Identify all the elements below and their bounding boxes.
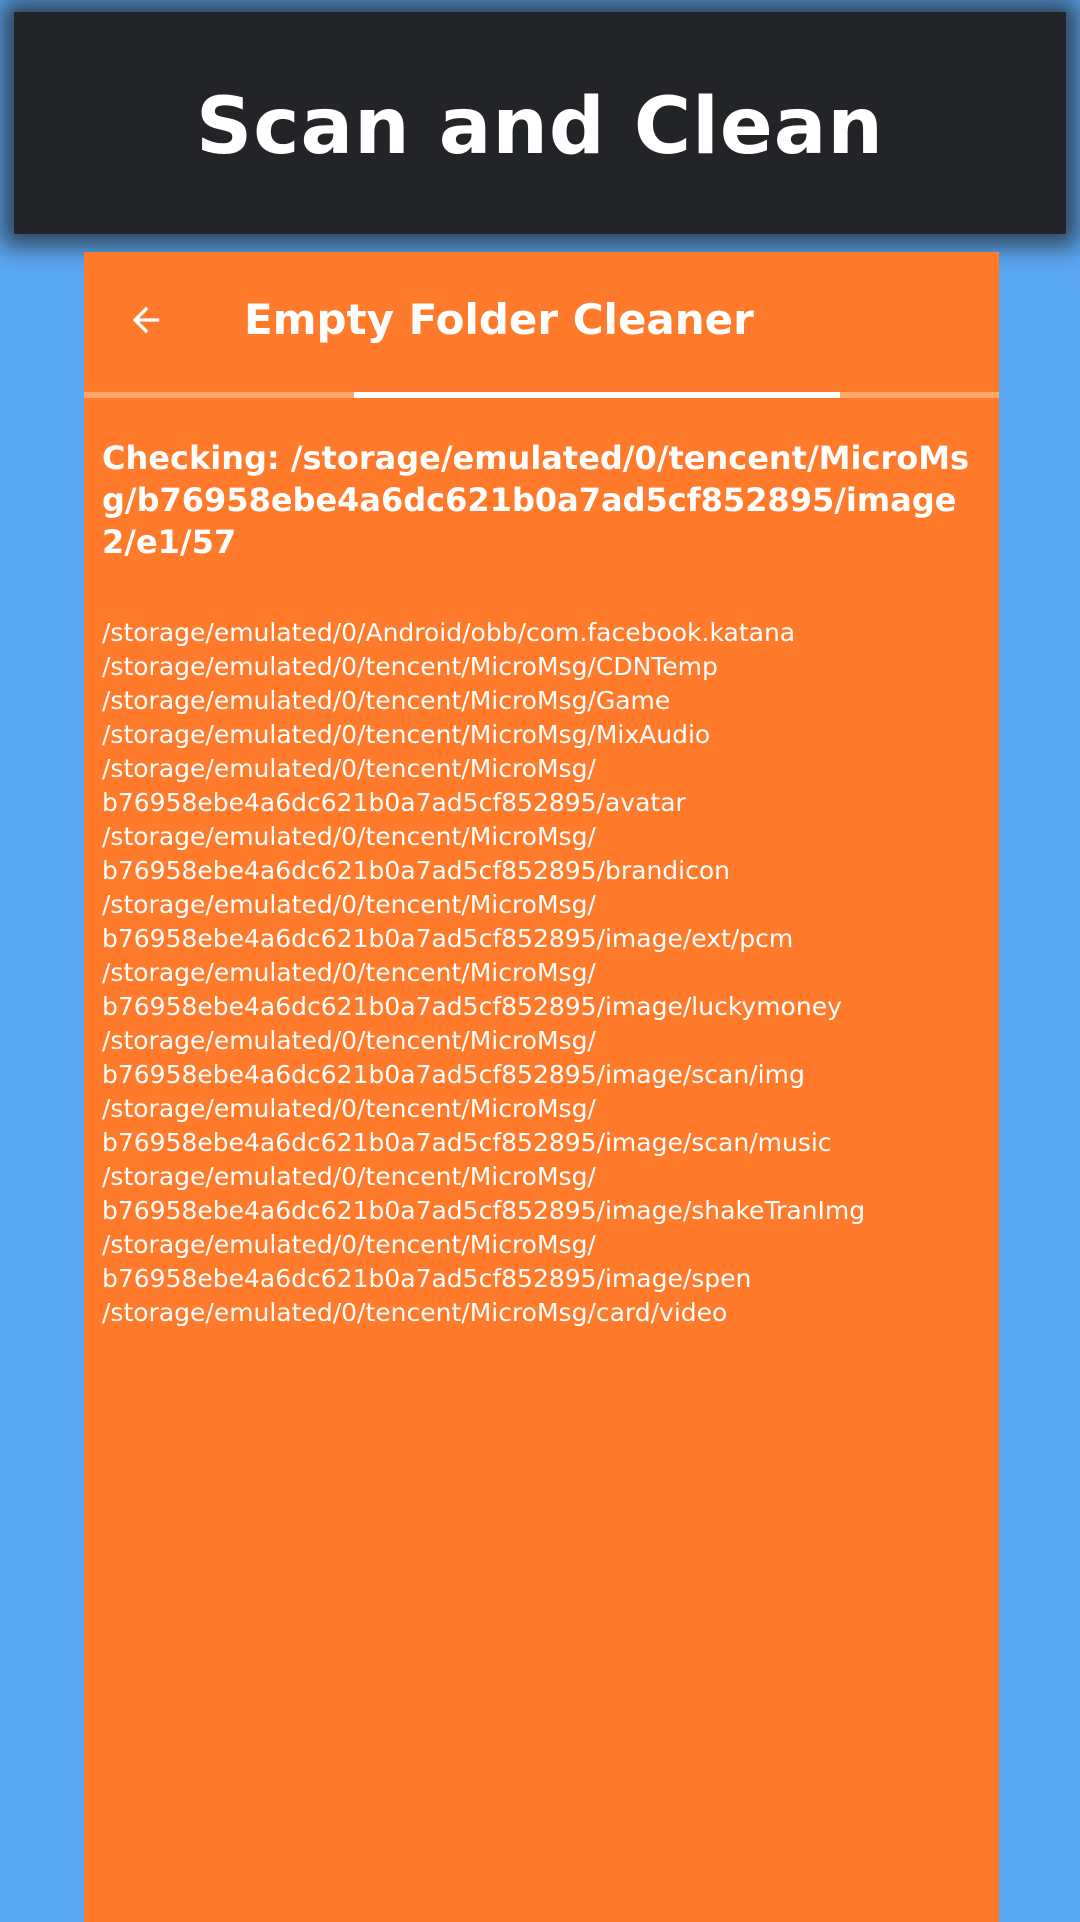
folder-path-item: /storage/emulated/0/tencent/MicroMsg/ b76958ebe4a6dc621b0a7ad5cf852895/avatar [102,754,686,817]
arrow-left-icon [126,300,166,340]
promo-title: Scan and Clean [196,82,884,172]
scan-progress-indicator [354,392,840,398]
folder-path-item: /storage/emulated/0/tencent/MicroMsg/ b76958ebe4a6dc621b0a7ad5cf852895/image/shakeTranImg [102,1162,866,1225]
folder-path-item: /storage/emulated/0/tencent/MicroMsg/ b76958ebe4a6dc621b0a7ad5cf852895/image/luckymoney [102,958,842,1021]
folder-path-item: /storage/emulated/0/tencent/MicroMsg/ b76958ebe4a6dc621b0a7ad5cf852895/brandicon [102,822,731,885]
app-title: Empty Folder Cleaner [244,295,754,344]
folder-path-item: /storage/emulated/0/tencent/MicroMsg/ b76958ebe4a6dc621b0a7ad5cf852895/image/scan/img [102,1026,805,1089]
folder-path-item: /storage/emulated/0/Android/obb/com.facebook.katana [102,618,796,647]
checking-status: Checking: /storage/emulated/0/tencent/MicroMsg/b76958ebe4a6dc621b0a7ad5cf852895/image2/e1/57 [102,439,970,561]
app-bar [84,252,999,392]
folder-path-item: /storage/emulated/0/tencent/MicroMsg/card/video [102,1298,728,1327]
folder-path-item: /storage/emulated/0/tencent/MicroMsg/Game [102,686,671,715]
promo-banner [14,12,1066,234]
folder-path-item: /storage/emulated/0/tencent/MicroMsg/CDNTemp [102,652,718,681]
app-screen [84,252,999,1922]
back-button[interactable] [114,288,178,352]
folder-path-item: /storage/emulated/0/tencent/MicroMsg/ b76958ebe4a6dc621b0a7ad5cf852895/image/spen [102,1230,752,1293]
found-folders-list [102,616,982,1330]
folder-path-item: /storage/emulated/0/tencent/MicroMsg/ b76958ebe4a6dc621b0a7ad5cf852895/image/scan/music [102,1094,832,1157]
scan-progress-bar [84,392,999,398]
folder-path-item: /storage/emulated/0/tencent/MicroMsg/MixAudio [102,720,711,749]
folder-path-item: /storage/emulated/0/tencent/MicroMsg/ b76958ebe4a6dc621b0a7ad5cf852895/image/ext/pcm [102,890,794,953]
